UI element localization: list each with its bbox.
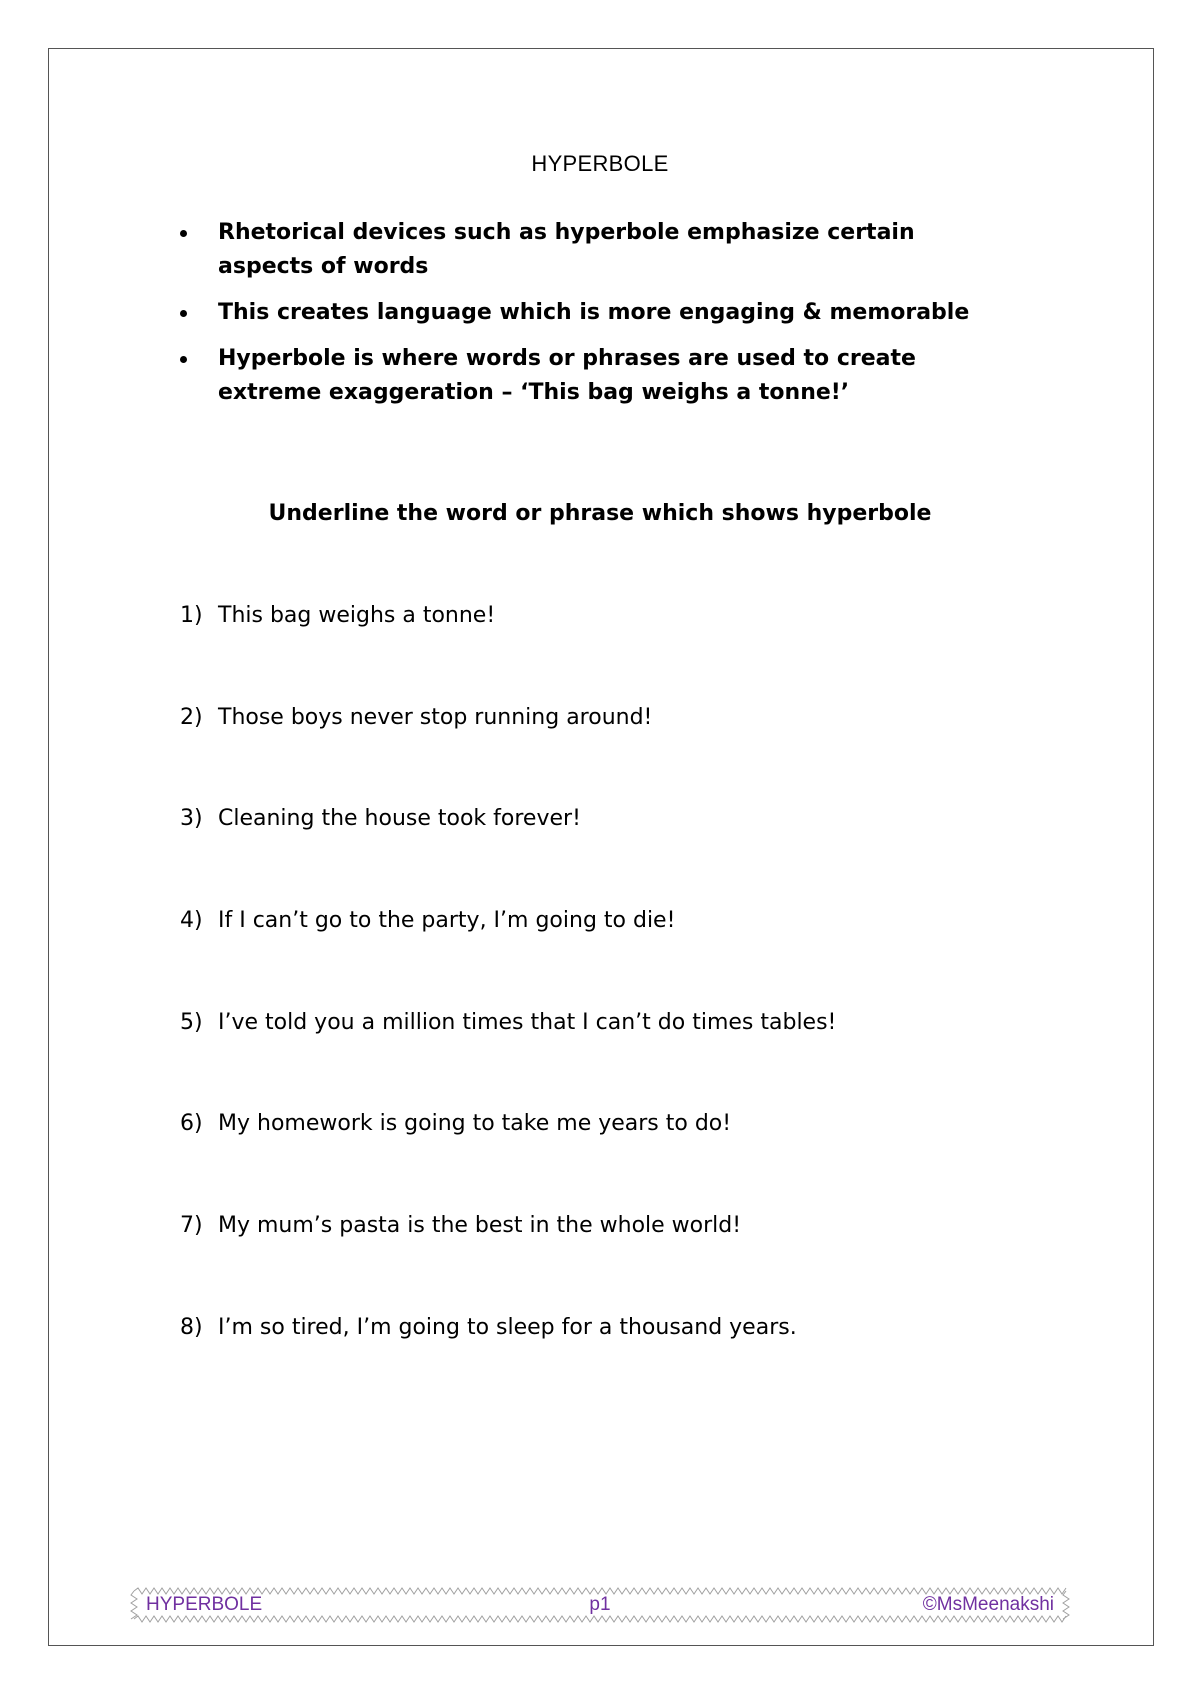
footer-doc-title: HYPERBOLE: [146, 1594, 263, 1615]
question-item: [180, 1210, 1080, 1312]
question-item: [180, 1312, 1080, 1414]
question-text: I’m so tired, I’m going to sleep for a thousand years.: [218, 1314, 797, 1340]
bullet-item: [180, 216, 1010, 284]
question-number: 8): [180, 1314, 203, 1340]
question-text: My mum’s pasta is the best in the whole world!: [218, 1213, 742, 1239]
question-text: Those boys never stop running around!: [218, 704, 653, 730]
page-footer: [128, 1585, 1072, 1625]
question-item: [180, 1108, 1080, 1210]
bullet-list: [180, 216, 1010, 422]
question-item: [180, 600, 1080, 702]
bullet-dot-icon: [180, 310, 187, 317]
question-item: [180, 702, 1080, 804]
question-text: If I can’t go to the party, I’m going to die!: [218, 908, 676, 934]
footer-border-edge: [134, 1616, 1066, 1622]
bullet-item: [180, 342, 1010, 410]
question-number: 1): [180, 603, 203, 628]
instruction-heading: Underline the word or phrase which shows hyperbole: [268, 501, 932, 526]
bullet-text: Hyperbole is where words or phrases are used to create extreme exaggeration – ‘This bag weighs a tonne!’: [218, 346, 916, 405]
question-number: 3): [180, 806, 203, 832]
question-text: Cleaning the house took forever!: [218, 806, 581, 832]
bullet-text: Rhetorical devices such as hyperbole emphasize certain aspects of words: [218, 220, 915, 279]
footer-copyright: ©MsMeenakshi: [922, 1594, 1054, 1615]
question-number: 7): [180, 1213, 203, 1239]
bullet-dot-icon: [180, 356, 187, 363]
bullet-dot-icon: [180, 230, 187, 237]
question-item: [180, 1007, 1080, 1109]
question-item: [180, 803, 1080, 905]
question-text: I’ve told you a million times that I can’t do times tables!: [218, 1009, 837, 1035]
question-list: [180, 600, 1080, 1414]
question-number: 6): [180, 1111, 203, 1137]
bullet-item: [180, 296, 1010, 330]
question-text: This bag weighs a tonne!: [218, 603, 496, 628]
page-title: HYPERBOLE: [531, 151, 669, 176]
question-item: [180, 905, 1080, 1007]
bullet-text: This creates language which is more engaging & memorable: [218, 300, 970, 325]
footer-page-number: p1: [589, 1594, 611, 1615]
question-number: 5): [180, 1009, 203, 1035]
question-text: My homework is going to take me years to do!: [218, 1111, 732, 1137]
question-number: 4): [180, 908, 203, 934]
question-number: 2): [180, 704, 203, 730]
